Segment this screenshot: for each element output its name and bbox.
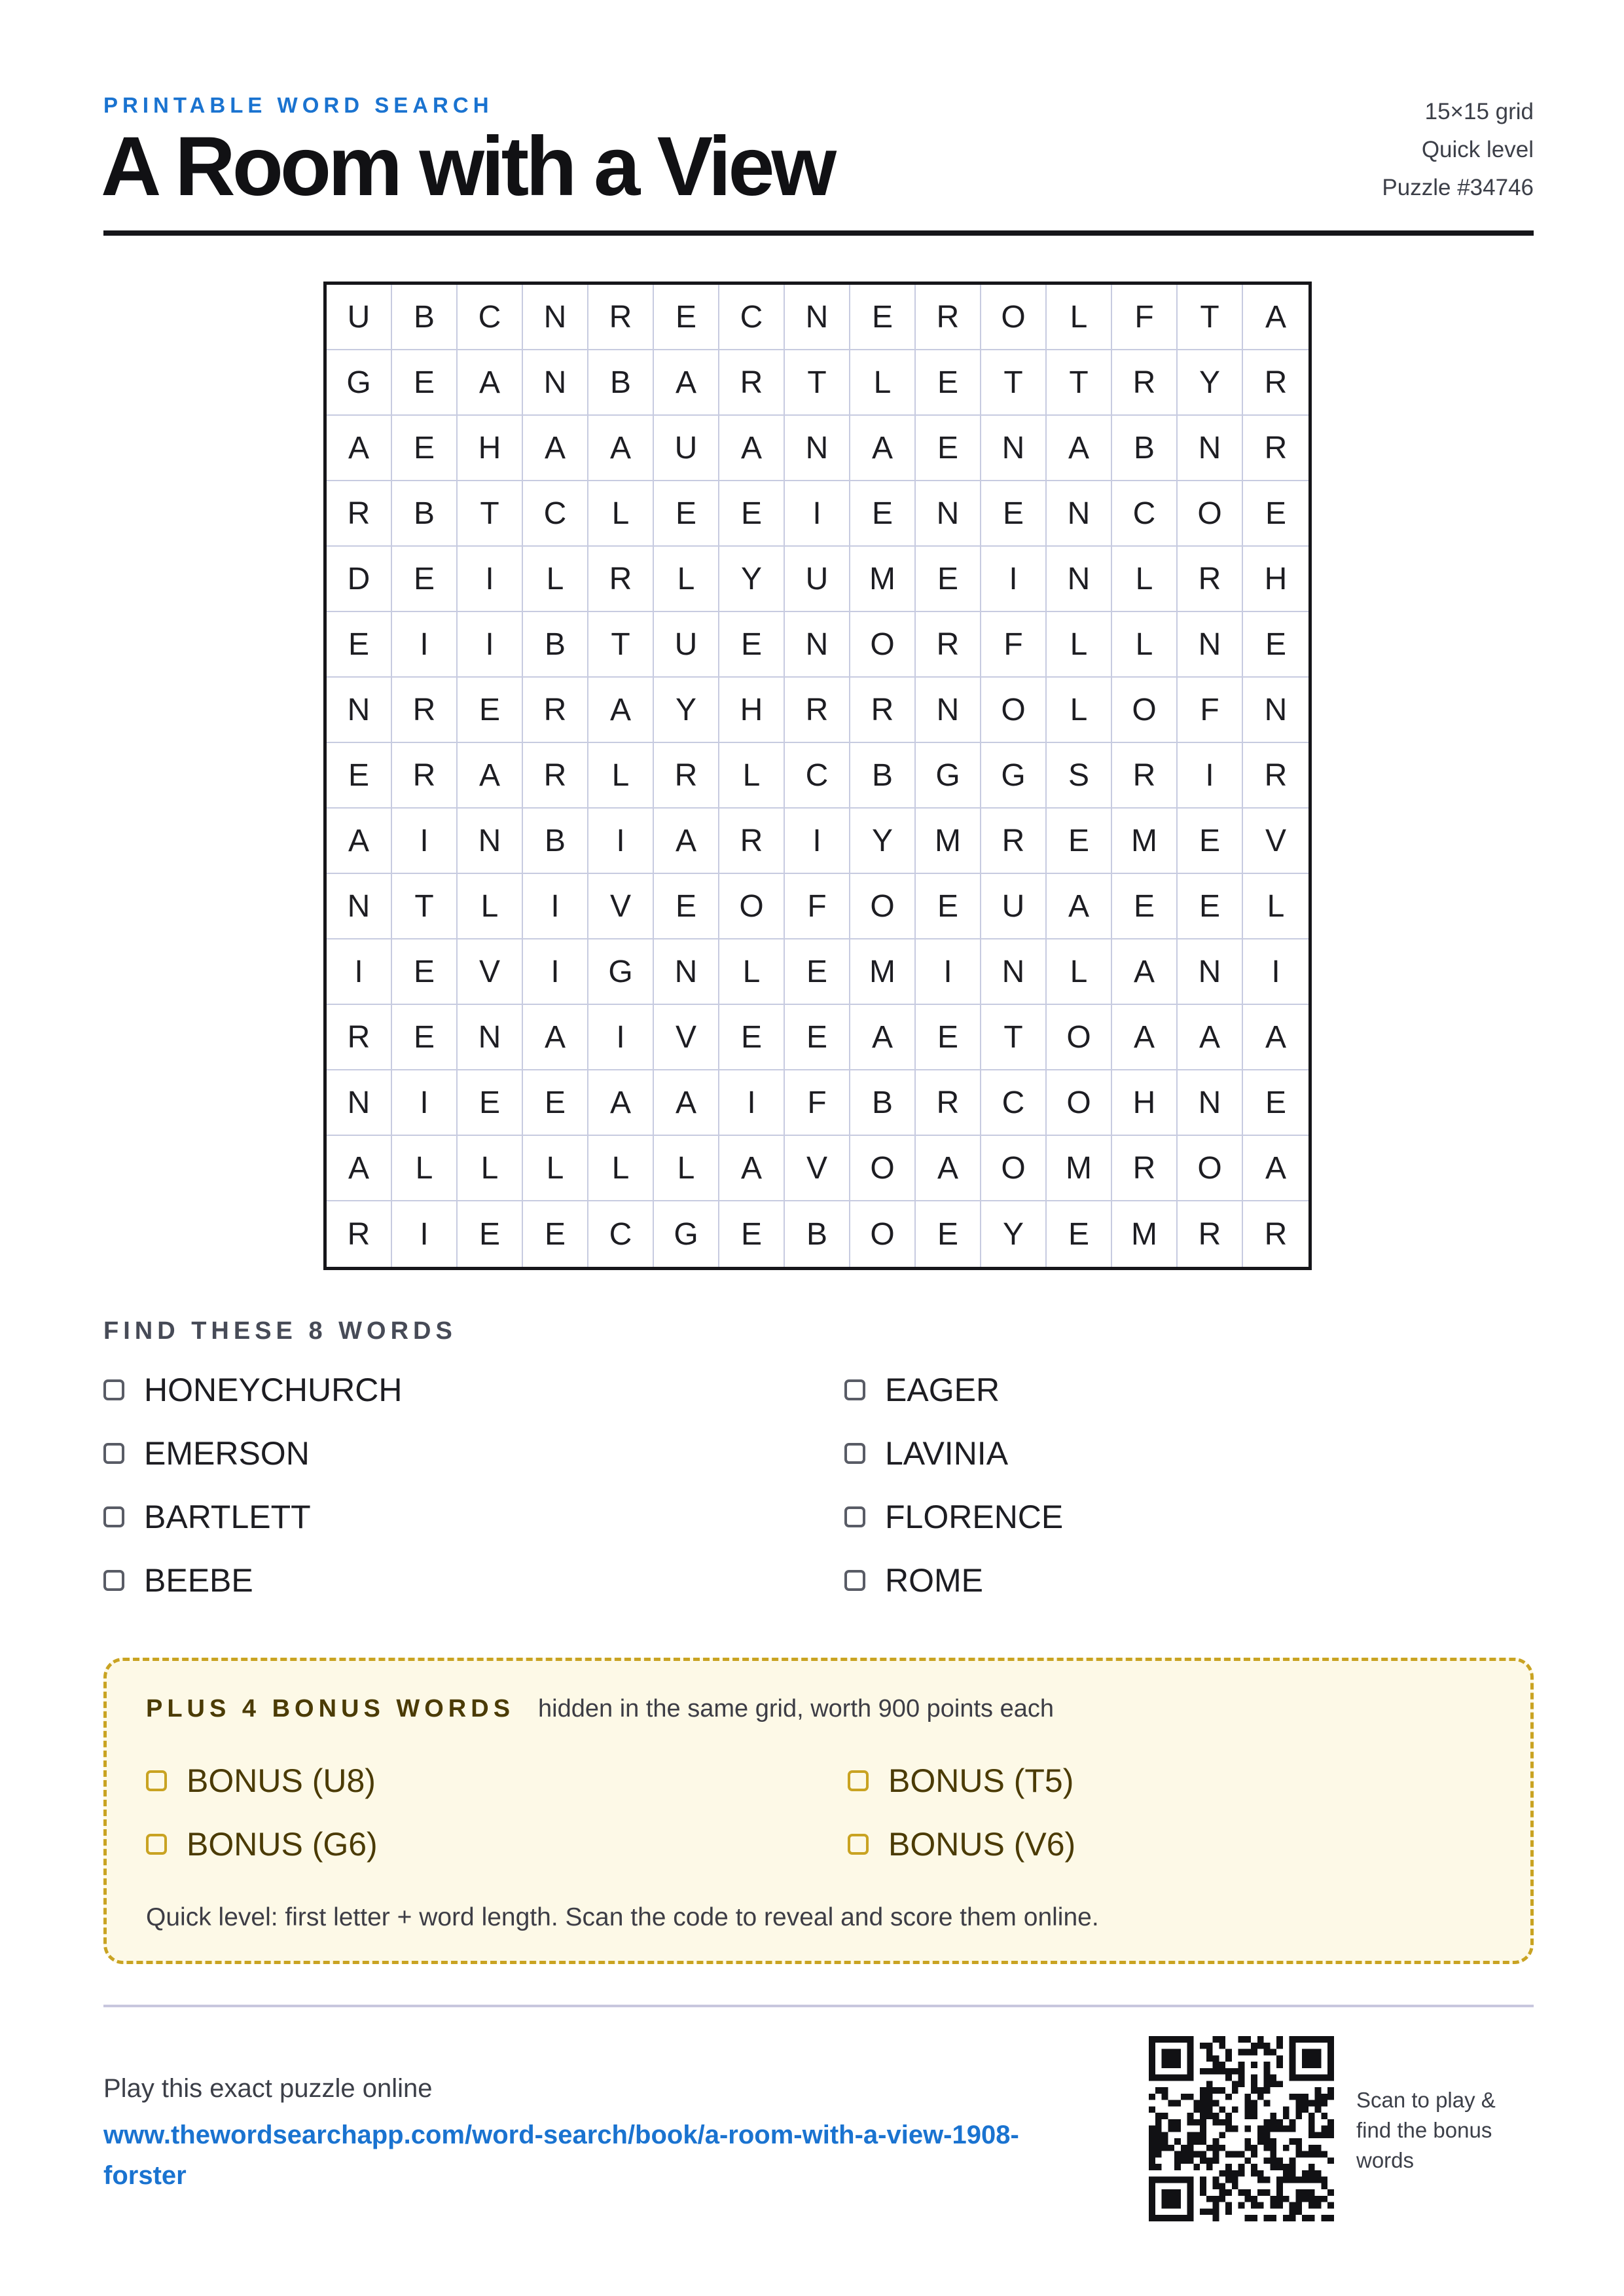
word-label: LAVINIA	[885, 1435, 1009, 1472]
grid-cell[interactable]: I	[392, 1201, 458, 1267]
grid-cell[interactable]: A	[327, 416, 392, 481]
grid-cell[interactable]: E	[392, 547, 458, 612]
grid-cell[interactable]: E	[916, 874, 981, 939]
bonus-title: PLUS 4 BONUS WORDS	[146, 1695, 515, 1722]
grid-cell[interactable]: A	[1112, 1005, 1178, 1070]
grid-cell[interactable]: R	[719, 809, 785, 874]
puzzle-number-label: Puzzle #34746	[1382, 175, 1534, 200]
grid-cell[interactable]: Y	[1178, 350, 1243, 416]
grid-cell[interactable]: N	[1178, 1070, 1243, 1136]
grid-cell[interactable]: R	[1178, 1201, 1243, 1267]
grid-cell[interactable]: A	[523, 416, 588, 481]
grid-cell[interactable]: L	[588, 743, 654, 809]
grid-cell[interactable]: L	[392, 1136, 458, 1201]
grid-cell[interactable]: R	[916, 612, 981, 678]
word-list-item[interactable]	[844, 1433, 1334, 1474]
grid-cell[interactable]: E	[916, 1005, 981, 1070]
grid-cell[interactable]: I	[458, 612, 523, 678]
grid-cell[interactable]: F	[785, 1070, 850, 1136]
grid-cell[interactable]: O	[850, 874, 916, 939]
grid-cell[interactable]: O	[719, 874, 785, 939]
grid-cell[interactable]: O	[981, 678, 1047, 743]
bonus-subtitle: hidden in the same grid, worth 900 points each	[538, 1695, 1054, 1722]
word-list-item[interactable]	[103, 1560, 844, 1601]
checkbox-icon[interactable]	[848, 1770, 869, 1791]
grid-cell[interactable]: M	[1112, 1201, 1178, 1267]
word-list-title: FIND THESE 8 WORDS	[103, 1317, 457, 1345]
grid-cell[interactable]: I	[981, 547, 1047, 612]
grid-cell[interactable]: N	[785, 285, 850, 350]
grid-cell[interactable]: R	[523, 743, 588, 809]
grid-cell[interactable]: E	[654, 285, 719, 350]
grid-cell[interactable]: R	[392, 743, 458, 809]
word-label: BARTLETT	[144, 1499, 311, 1535]
grid-cell[interactable]: R	[1243, 743, 1308, 809]
word-list-item[interactable]	[103, 1370, 844, 1410]
grid-cell[interactable]: B	[392, 285, 458, 350]
grid-cell[interactable]: G	[327, 350, 392, 416]
grid-cell[interactable]: V	[1243, 809, 1308, 874]
grid-cell[interactable]: E	[458, 1201, 523, 1267]
bonus-word-item[interactable]	[848, 1760, 1259, 1801]
grid-cell[interactable]: E	[916, 1201, 981, 1267]
word-list	[103, 1370, 1334, 1601]
grid-cell[interactable]: L	[654, 1136, 719, 1201]
bonus-word-item[interactable]	[146, 1824, 848, 1865]
grid-cell[interactable]: C	[588, 1201, 654, 1267]
page-title: A Room with a View	[101, 120, 834, 213]
grid-cell[interactable]: E	[785, 1005, 850, 1070]
grid-cell[interactable]: M	[916, 809, 981, 874]
grid-cell[interactable]: B	[523, 809, 588, 874]
grid-cell[interactable]: R	[1112, 350, 1178, 416]
puzzle-meta	[1382, 93, 1534, 207]
bonus-word-label: BONUS (T5)	[888, 1762, 1074, 1799]
grid-cell[interactable]: O	[1047, 1070, 1112, 1136]
grid-cell[interactable]: O	[981, 1136, 1047, 1201]
grid-cell[interactable]: R	[719, 350, 785, 416]
grid-cell[interactable]: A	[1178, 1005, 1243, 1070]
grid-cell[interactable]: L	[719, 939, 785, 1005]
grid-cell[interactable]: O	[1047, 1005, 1112, 1070]
grid-cell[interactable]: E	[654, 874, 719, 939]
footer-divider	[103, 2005, 1534, 2007]
grid-cell[interactable]: A	[1243, 1005, 1308, 1070]
grid-cell[interactable]: E	[1047, 1201, 1112, 1267]
bonus-word-label: BONUS (V6)	[888, 1826, 1076, 1863]
grid-cell[interactable]: H	[1243, 547, 1308, 612]
word-label: ROME	[885, 1562, 983, 1599]
grid-cell[interactable]: B	[785, 1201, 850, 1267]
grid-cell[interactable]: A	[327, 809, 392, 874]
grid-cell[interactable]: R	[1264, 1216, 1288, 1252]
grid-cell[interactable]: E	[719, 612, 785, 678]
grid-cell[interactable]: O	[981, 285, 1047, 350]
grid-cell[interactable]: L	[1047, 939, 1112, 1005]
grid-cell[interactable]: C	[458, 285, 523, 350]
grid-cell[interactable]: S	[1047, 743, 1112, 809]
word-label: EAGER	[885, 1372, 1000, 1408]
grid-cell[interactable]: O	[850, 612, 916, 678]
grid-cell[interactable]: N	[981, 939, 1047, 1005]
grid-cell[interactable]: A	[458, 743, 523, 809]
grid-cell[interactable]: A	[588, 1070, 654, 1136]
grid-cell[interactable]: R	[654, 743, 719, 809]
grid-cell[interactable]: L	[1112, 612, 1178, 678]
grid-cell[interactable]: I	[523, 874, 588, 939]
grid-cell[interactable]: C	[981, 1070, 1047, 1136]
grid-cell[interactable]: M	[850, 939, 916, 1005]
grid-cell[interactable]: I	[458, 547, 523, 612]
grid-cell[interactable]: R	[392, 678, 458, 743]
checkbox-icon[interactable]	[844, 1506, 865, 1527]
grid-cell[interactable]: A	[327, 1136, 392, 1201]
grid-cell[interactable]: U	[654, 416, 719, 481]
grid-cell[interactable]: V	[588, 874, 654, 939]
grid-cell[interactable]: L	[458, 874, 523, 939]
grid-cell[interactable]: N	[785, 416, 850, 481]
letter-grid	[323, 282, 1312, 1270]
grid-cell[interactable]: N	[916, 481, 981, 547]
grid-cell[interactable]: M	[1112, 809, 1178, 874]
grid-cell[interactable]: I	[916, 939, 981, 1005]
grid-cell[interactable]: L	[1112, 547, 1178, 612]
grid-cell[interactable]: G	[588, 939, 654, 1005]
grid-cell[interactable]: R	[916, 1070, 981, 1136]
grid-cell[interactable]: H	[719, 678, 785, 743]
grid-cell[interactable]: E	[1243, 612, 1308, 678]
grid-cell[interactable]: G	[916, 743, 981, 809]
grid-cell[interactable]: E	[1243, 481, 1308, 547]
grid-cell[interactable]: L	[719, 743, 785, 809]
grid-cell[interactable]: E	[850, 481, 916, 547]
grid-cell[interactable]: B	[1112, 416, 1178, 481]
grid-cell[interactable]: V	[785, 1136, 850, 1201]
word-label: BEEBE	[144, 1562, 253, 1599]
grid-cell[interactable]: E	[719, 1201, 785, 1267]
grid-cell[interactable]: N	[327, 874, 392, 939]
grid-cell[interactable]: C	[785, 743, 850, 809]
bonus-word-item[interactable]	[146, 1760, 848, 1801]
word-list-item[interactable]	[844, 1370, 1334, 1410]
grid-cell[interactable]: R	[981, 809, 1047, 874]
grid-cell[interactable]: A	[523, 1005, 588, 1070]
word-label: FLORENCE	[885, 1499, 1064, 1535]
header-divider	[103, 230, 1534, 236]
grid-cell[interactable]: A	[654, 809, 719, 874]
grid-cell[interactable]: A	[588, 416, 654, 481]
grid-cell[interactable]: E	[1112, 874, 1178, 939]
grid-cell[interactable]: E	[785, 939, 850, 1005]
grid-cell[interactable]: N	[458, 1005, 523, 1070]
checkbox-icon[interactable]	[844, 1379, 865, 1400]
grid-cell[interactable]: C	[719, 285, 785, 350]
grid-cell[interactable]: N	[1047, 481, 1112, 547]
grid-cell[interactable]: T	[1178, 285, 1243, 350]
grid-cell[interactable]: E	[458, 1070, 523, 1136]
grid-cell[interactable]: R	[1243, 350, 1308, 416]
bonus-header	[146, 1695, 1054, 1723]
grid-cell[interactable]: L	[588, 481, 654, 547]
grid-cell[interactable]: H	[1112, 1070, 1178, 1136]
grid-cell[interactable]: T	[981, 350, 1047, 416]
grid-cell[interactable]: R	[916, 285, 981, 350]
grid-cell[interactable]: L	[654, 547, 719, 612]
grid-cell[interactable]: E	[327, 743, 392, 809]
grid-cell[interactable]: I	[1178, 743, 1243, 809]
grid-cell[interactable]: R	[327, 1201, 392, 1267]
grid-cell[interactable]: I	[588, 809, 654, 874]
bonus-word-label: BONUS (G6)	[187, 1826, 378, 1863]
word-label: HONEYCHURCH	[144, 1372, 403, 1408]
grid-cell[interactable]: L	[850, 350, 916, 416]
grid-cell[interactable]: E	[916, 416, 981, 481]
grid-cell[interactable]: I	[392, 1070, 458, 1136]
grid-cell[interactable]: T	[392, 874, 458, 939]
page-kicker: PRINTABLE WORD SEARCH	[103, 93, 494, 117]
grid-size-label: 15×15 grid	[1424, 99, 1534, 124]
grid-cell[interactable]: A	[654, 1070, 719, 1136]
grid-cell[interactable]: B	[392, 481, 458, 547]
grid-cell[interactable]: B	[588, 350, 654, 416]
grid-cell[interactable]: R	[327, 481, 392, 547]
grid-cell[interactable]: H	[458, 416, 523, 481]
grid-cell[interactable]: C	[523, 481, 588, 547]
grid-cell[interactable]: E	[523, 1201, 588, 1267]
grid-cell[interactable]: T	[1047, 350, 1112, 416]
grid-cell[interactable]: N	[654, 939, 719, 1005]
grid-cell[interactable]: B	[850, 743, 916, 809]
grid-cell[interactable]: M	[850, 547, 916, 612]
grid-cell[interactable]: F	[981, 612, 1047, 678]
grid-cell[interactable]: B	[850, 1070, 916, 1136]
grid-cell[interactable]: I	[327, 939, 392, 1005]
word-list-item[interactable]	[844, 1497, 1334, 1537]
checkbox-icon[interactable]	[103, 1379, 124, 1400]
grid-cell[interactable]: D	[327, 547, 392, 612]
grid-cell[interactable]: E	[1047, 809, 1112, 874]
grid-cell[interactable]: A	[916, 1136, 981, 1201]
grid-cell[interactable]: N	[1047, 547, 1112, 612]
grid-cell[interactable]: G	[981, 743, 1047, 809]
grid-cell[interactable]: E	[719, 1005, 785, 1070]
grid-cell[interactable]: N	[916, 678, 981, 743]
grid-cell[interactable]: E	[850, 285, 916, 350]
grid-cell[interactable]: T	[458, 481, 523, 547]
qr-code-icon[interactable]	[1149, 2036, 1334, 2221]
grid-cell[interactable]: A	[1047, 416, 1112, 481]
grid-cell[interactable]: L	[1047, 285, 1112, 350]
grid-cell[interactable]: R	[785, 678, 850, 743]
grid-cell[interactable]: N	[523, 350, 588, 416]
grid-cell[interactable]: Y	[981, 1201, 1047, 1267]
grid-cell[interactable]: A	[719, 416, 785, 481]
grid-cell[interactable]: R	[327, 1005, 392, 1070]
grid-cell[interactable]: L	[458, 1136, 523, 1201]
checkbox-icon[interactable]	[844, 1570, 865, 1591]
grid-cell[interactable]: R	[523, 678, 588, 743]
grid-cell[interactable]: O	[1112, 678, 1178, 743]
grid-cell[interactable]: N	[981, 416, 1047, 481]
checkbox-icon[interactable]	[103, 1570, 124, 1591]
grid-cell[interactable]: Y	[850, 809, 916, 874]
grid-cell[interactable]: E	[392, 939, 458, 1005]
grid-cell[interactable]: E	[327, 612, 392, 678]
grid-cell[interactable]: E	[916, 350, 981, 416]
grid-cell[interactable]: R	[1112, 1136, 1178, 1201]
grid-cell[interactable]: E	[392, 1005, 458, 1070]
word-list-item[interactable]	[103, 1433, 844, 1474]
grid-cell[interactable]: N	[1178, 612, 1243, 678]
grid-cell[interactable]: I	[785, 809, 850, 874]
grid-cell[interactable]: R	[588, 285, 654, 350]
checkbox-icon[interactable]	[103, 1443, 124, 1464]
grid-cell[interactable]: V	[458, 939, 523, 1005]
grid-cell[interactable]: E	[1243, 1070, 1308, 1136]
grid-cell[interactable]: R	[588, 547, 654, 612]
grid-cell[interactable]: L	[1243, 874, 1308, 939]
grid-cell[interactable]: E	[916, 547, 981, 612]
grid-cell[interactable]: V	[654, 1005, 719, 1070]
grid-cell[interactable]: L	[1047, 612, 1112, 678]
grid-cell[interactable]: R	[1243, 416, 1308, 481]
grid-cell[interactable]: E	[1178, 809, 1243, 874]
grid-cell[interactable]: A	[654, 350, 719, 416]
grid-cell[interactable]: E	[1178, 874, 1243, 939]
grid-cell[interactable]: O	[1178, 1136, 1243, 1201]
grid-cell[interactable]: L	[523, 1136, 588, 1201]
word-list-item[interactable]	[103, 1497, 844, 1537]
checkbox-icon[interactable]	[146, 1834, 167, 1855]
bonus-box	[103, 1658, 1534, 1964]
grid-cell[interactable]: I	[1243, 939, 1308, 1005]
grid-cell[interactable]: I	[719, 1070, 785, 1136]
grid-cell[interactable]: L	[1047, 678, 1112, 743]
bonus-word-label: BONUS (U8)	[187, 1762, 376, 1799]
grid-cell[interactable]: N	[458, 809, 523, 874]
bonus-note: Quick level: first letter + word length. Scan the code to reveal and score them online.	[146, 1903, 1099, 1931]
grid-cell[interactable]: O	[850, 1136, 916, 1201]
grid-cell[interactable]: N	[1178, 416, 1243, 481]
grid-cell[interactable]: E	[458, 678, 523, 743]
grid-cell[interactable]: A	[850, 1005, 916, 1070]
grid-cell[interactable]: I	[523, 939, 588, 1005]
grid-cell[interactable]: G	[654, 1201, 719, 1267]
bonus-word-item[interactable]	[848, 1824, 1259, 1865]
grid-cell[interactable]: N	[327, 1070, 392, 1136]
grid-cell[interactable]: N	[785, 612, 850, 678]
grid-cell[interactable]: E	[981, 481, 1047, 547]
grid-cell[interactable]: C	[1112, 481, 1178, 547]
grid-cell[interactable]: A	[458, 350, 523, 416]
grid-cell[interactable]: N	[327, 678, 392, 743]
grid-cell[interactable]: E	[392, 416, 458, 481]
bonus-word-list	[146, 1760, 1259, 1865]
grid-cell[interactable]: A	[1112, 939, 1178, 1005]
grid-cell[interactable]: T	[588, 612, 654, 678]
grid-cell[interactable]: I	[785, 481, 850, 547]
grid-cell[interactable]: R	[850, 678, 916, 743]
word-list-item[interactable]	[844, 1560, 1334, 1601]
grid-cell[interactable]: E	[719, 481, 785, 547]
grid-cell[interactable]: F	[1178, 678, 1243, 743]
grid-cell[interactable]: A	[1243, 285, 1308, 350]
grid-cell[interactable]: I	[392, 612, 458, 678]
grid-cell[interactable]: E	[523, 1070, 588, 1136]
grid-cell[interactable]: Y	[719, 547, 785, 612]
grid-cell[interactable]: B	[523, 612, 588, 678]
word-label: EMERSON	[144, 1435, 310, 1472]
grid-cell[interactable]: I	[588, 1005, 654, 1070]
grid-cell[interactable]: F	[785, 874, 850, 939]
grid-cell[interactable]: O	[1178, 481, 1243, 547]
grid-cell[interactable]: E	[654, 481, 719, 547]
grid-cell[interactable]: E	[392, 350, 458, 416]
grid-cell[interactable]: U	[785, 547, 850, 612]
grid-cell[interactable]: I	[392, 809, 458, 874]
grid-cell[interactable]: A	[1243, 1136, 1308, 1201]
grid-cell[interactable]: R	[1178, 547, 1243, 612]
grid-cell[interactable]: N	[1178, 939, 1243, 1005]
grid-cell[interactable]: O	[850, 1201, 916, 1267]
grid-cell[interactable]: Y	[654, 678, 719, 743]
grid-cell[interactable]: A	[1047, 874, 1112, 939]
grid-cell[interactable]: M	[1047, 1136, 1112, 1201]
checkbox-icon[interactable]	[844, 1443, 865, 1464]
grid-cell[interactable]: A	[588, 678, 654, 743]
play-online-label: Play this exact puzzle online	[103, 2074, 433, 2103]
grid-cell[interactable]: A	[850, 416, 916, 481]
grid-cell[interactable]: U	[981, 874, 1047, 939]
checkbox-icon[interactable]	[848, 1834, 869, 1855]
grid-cell[interactable]: N	[523, 285, 588, 350]
grid-cell[interactable]: U	[327, 285, 392, 350]
grid-cell[interactable]: T	[785, 350, 850, 416]
puzzle-url-link[interactable]: www.thewordsearchapp.com/word-search/book/a-room-with-a-view-1908-forster	[103, 2121, 1019, 2190]
grid-cell[interactable]: T	[981, 1005, 1047, 1070]
level-label: Quick level	[1421, 137, 1534, 162]
grid-cell[interactable]: F	[1112, 285, 1178, 350]
grid-cell[interactable]: R	[1112, 743, 1178, 809]
grid-cell[interactable]: L	[588, 1136, 654, 1201]
checkbox-icon[interactable]	[103, 1506, 124, 1527]
grid-cell[interactable]: A	[719, 1136, 785, 1201]
grid-cell[interactable]: L	[523, 547, 588, 612]
grid-cell[interactable]: N	[1243, 678, 1308, 743]
grid-cell[interactable]: U	[654, 612, 719, 678]
qr-caption: Scan to play & find the bonus words	[1356, 2088, 1496, 2172]
checkbox-icon[interactable]	[146, 1770, 167, 1791]
